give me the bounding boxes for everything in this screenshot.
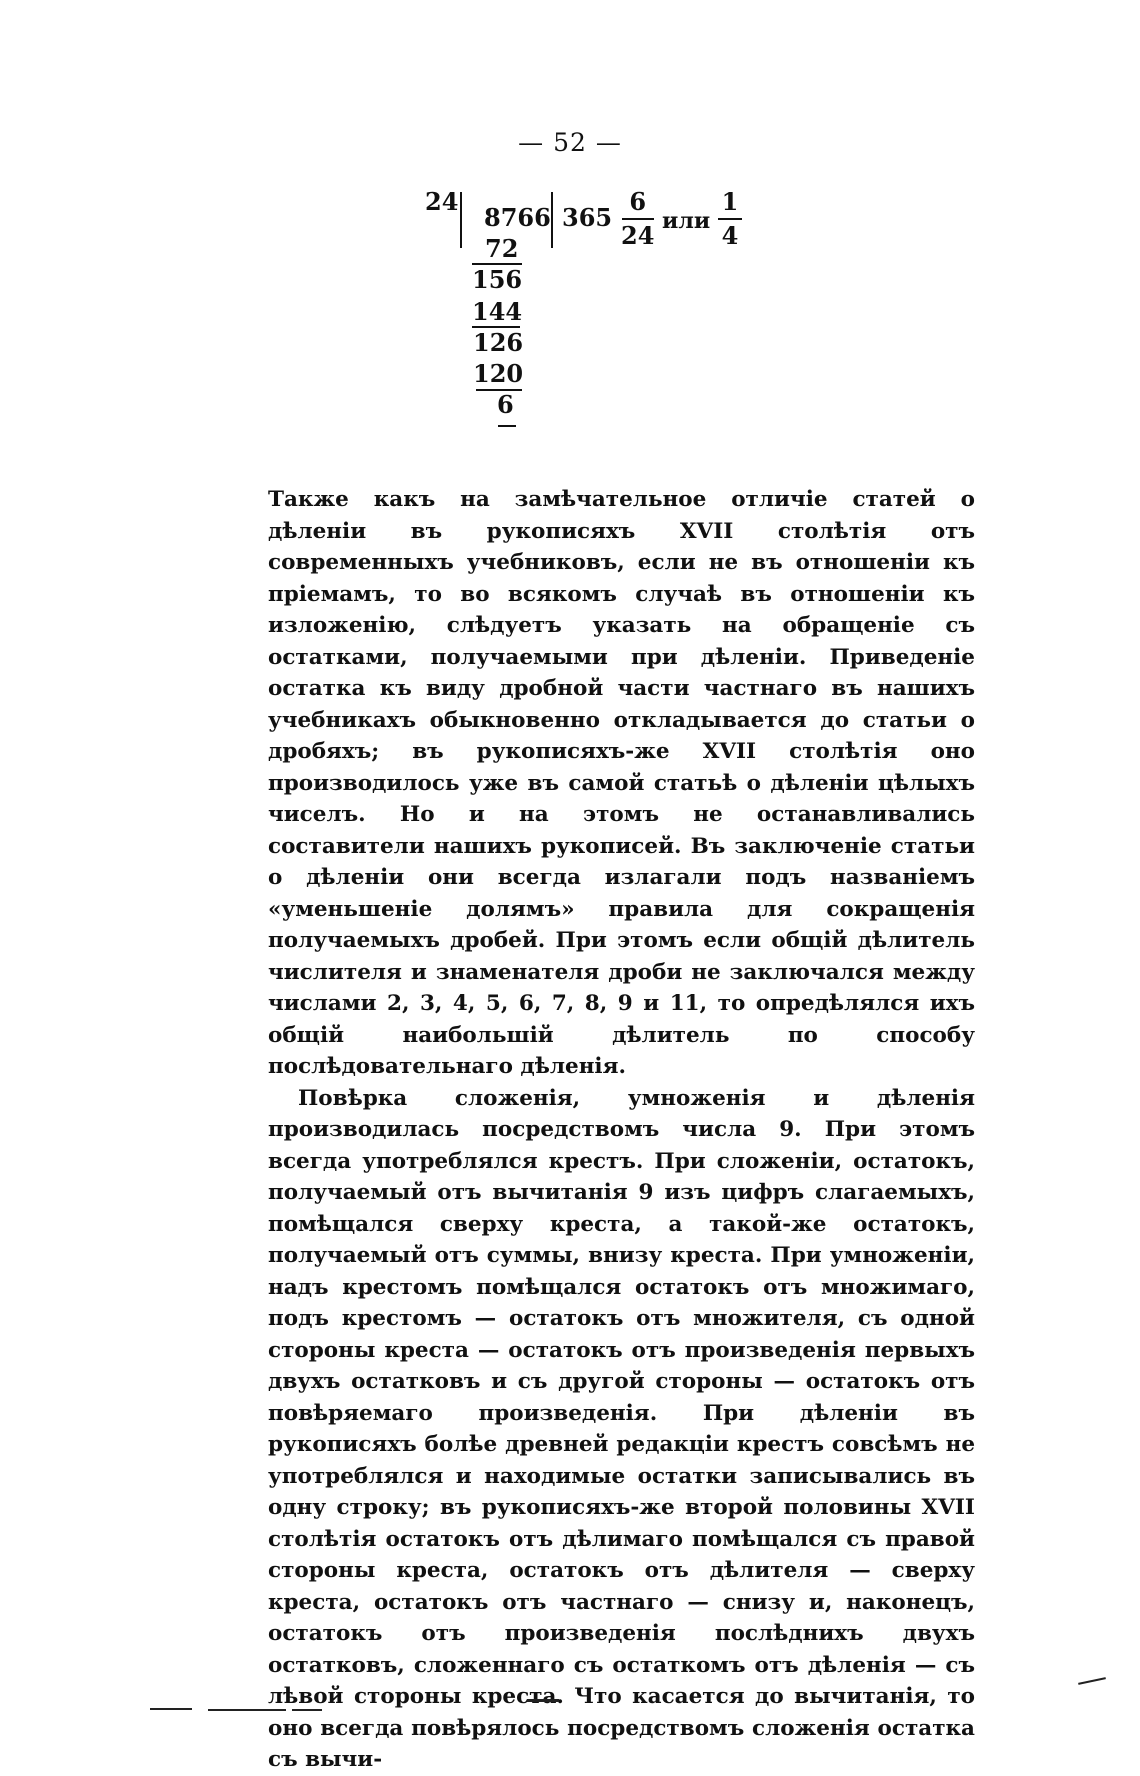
remainder-numerator: 6 bbox=[629, 187, 647, 216]
division-step: 120 bbox=[473, 359, 524, 388]
remainder-fraction bbox=[621, 187, 655, 250]
division-divisor: 24 bbox=[425, 187, 459, 216]
division-step: 72 bbox=[485, 234, 519, 263]
division-dividend: 8766 bbox=[484, 203, 551, 232]
long-division bbox=[425, 187, 840, 498]
remainder-denominator: 24 bbox=[621, 221, 655, 250]
divisor-rule bbox=[460, 192, 462, 248]
division-remainder: 6 bbox=[497, 390, 514, 419]
division-quotient: 365 bbox=[562, 203, 613, 232]
simplified-numerator: 1 bbox=[721, 187, 739, 216]
scan-artifact bbox=[1078, 1677, 1106, 1685]
fraction-connector: или bbox=[662, 208, 711, 234]
scan-artifact bbox=[292, 1709, 322, 1711]
scan-artifact bbox=[208, 1709, 286, 1711]
scan-artifact bbox=[150, 1708, 192, 1710]
division-step: 144 bbox=[472, 297, 523, 326]
quotient-rule bbox=[551, 192, 553, 248]
division-step: 156 bbox=[472, 265, 523, 294]
page-number: — 52 — bbox=[518, 128, 622, 157]
simplified-fraction bbox=[718, 187, 742, 250]
simplified-denominator: 4 bbox=[721, 221, 739, 250]
division-step: 126 bbox=[473, 328, 524, 357]
scan-artifact bbox=[527, 1699, 559, 1702]
remainder-underline bbox=[498, 425, 516, 427]
body-text bbox=[268, 484, 975, 1776]
paragraph: Также какъ на замѣчательное отличіе статей о дѣленіи въ рукописяхъ XVII столѣтія отъ современныхъ учебниковъ, если не въ отношеніи къ пріемамъ, то во всякомъ случаѣ въ отношеніи къ изложенію, слѣдуетъ указать на обращеніе съ остатками, получаемыми при дѣленіи. Приведеніе остатка къ виду дробной части частнаго въ нашихъ учебникахъ обыкновенно откладывается до статьи о дробяхъ; въ рукописяхъ-же XVII столѣтія оно производилось уже въ самой статьѣ о дѣленіи цѣлыхъ чиселъ. Но и на этомъ не останавливались составители нашихъ рукописей. Въ заключеніе статьи о дѣленіи они всегда излагали подъ названіемъ «уменьшеніе долямъ» правила для сокращенія получаемыхъ дробей. При этомъ если общій дѣлитель числителя и знаменателя дроби не заключался между числами 2, 3, 4, 5, 6, 7, 8, 9 и 11, то опредѣлялся ихъ общій наибольшій дѣлитель по способу послѣдовательнаго дѣленія. bbox=[268, 487, 975, 1079]
paragraph: Повѣрка сложенія, умноженія и дѣленія производилась посредствомъ числа 9. При этомъ всегда употреблялся крестъ. При сложеніи, остатокъ, получаемый отъ вычитанія 9 изъ цифръ слагаемыхъ, помѣщался сверху креста, а такой-же остатокъ, получаемый отъ суммы, внизу креста. При умноженіи, надъ крестомъ помѣщался остатокъ отъ множимаго, подъ крестомъ — остатокъ отъ множителя, съ одной стороны креста — остатокъ отъ произведенія первыхъ двухъ остатковъ и съ другой стороны — остатокъ отъ повѣряемаго произведенія. При дѣленіи въ рукописяхъ болѣе древней редакціи крестъ совсѣмъ не употреблялся и находимые остатки записывались въ одну строку; въ рукописяхъ-же второй половины XVII столѣтія остатокъ отъ дѣлимаго помѣщался съ правой стороны креста, остатокъ отъ дѣлителя — сверху креста, остатокъ отъ частнаго — снизу и, наконецъ, остатокъ отъ произведенія послѣднихъ двухъ остатковъ, сложеннаго съ остаткомъ отъ дѣленія — съ лѣвой стороны креста. Что касается до вычитанія, то оно всегда повѣрялось посредствомъ сложенія остатка съ вычи- bbox=[268, 1085, 975, 1772]
